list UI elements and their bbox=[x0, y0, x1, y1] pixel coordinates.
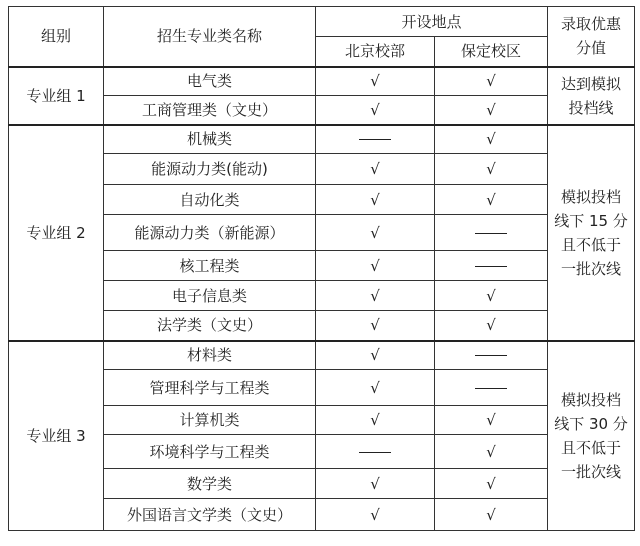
check-mark: √ bbox=[370, 190, 380, 209]
check-mark: √ bbox=[486, 286, 496, 305]
check-mark: √ bbox=[370, 100, 380, 119]
baoding-cell bbox=[435, 185, 548, 215]
admission-table bbox=[8, 6, 635, 531]
baoding-cell bbox=[435, 154, 548, 185]
group-name: 专业组 1 bbox=[9, 67, 104, 125]
check-mark: √ bbox=[486, 130, 496, 149]
major-name: 电子信息类 bbox=[104, 281, 316, 311]
header-baoding: 保定校区 bbox=[435, 37, 548, 67]
major-name: 外国语言文学类（文史） bbox=[104, 499, 316, 531]
major-name: 自动化类 bbox=[104, 185, 316, 215]
header-score-line2: 分值 bbox=[575, 39, 606, 58]
table-row bbox=[9, 67, 635, 96]
beijing-cell bbox=[316, 215, 435, 251]
table-row bbox=[9, 341, 635, 370]
baoding-cell bbox=[435, 435, 548, 469]
header-score bbox=[548, 7, 635, 67]
beijing-cell bbox=[316, 125, 435, 154]
major-name: 数学类 bbox=[104, 469, 316, 499]
header-beijing: 北京校部 bbox=[316, 37, 435, 67]
beijing-cell bbox=[316, 341, 435, 370]
score-line: 线下 15 分 bbox=[554, 211, 628, 230]
check-mark: √ bbox=[486, 474, 496, 493]
baoding-cell bbox=[435, 125, 548, 154]
major-name: 计算机类 bbox=[104, 406, 316, 435]
major-name: 管理科学与工程类 bbox=[104, 370, 316, 406]
beijing-cell bbox=[316, 311, 435, 341]
major-name: 能源动力类（新能源） bbox=[104, 215, 316, 251]
baoding-cell bbox=[435, 251, 548, 281]
baoding-cell bbox=[435, 96, 548, 125]
major-name: 能源动力类(能动) bbox=[104, 154, 316, 185]
not-offered-mark bbox=[359, 139, 391, 140]
beijing-cell bbox=[316, 499, 435, 531]
baoding-cell bbox=[435, 370, 548, 406]
check-mark: √ bbox=[486, 160, 496, 178]
check-mark: √ bbox=[370, 378, 380, 397]
major-name: 法学类（文史） bbox=[104, 311, 316, 341]
score-line: 投档线 bbox=[568, 98, 614, 117]
beijing-cell bbox=[316, 251, 435, 281]
score-line: 一批次线 bbox=[560, 259, 621, 278]
check-mark: √ bbox=[486, 100, 496, 119]
baoding-cell bbox=[435, 67, 548, 96]
beijing-cell bbox=[316, 67, 435, 96]
not-offered-mark bbox=[475, 355, 507, 356]
beijing-cell bbox=[316, 435, 435, 469]
group-name: 专业组 2 bbox=[9, 125, 104, 341]
baoding-cell bbox=[435, 341, 548, 370]
score-bonus bbox=[548, 67, 635, 125]
score-line: 达到模拟 bbox=[560, 74, 621, 93]
check-mark: √ bbox=[370, 286, 380, 305]
check-mark: √ bbox=[370, 223, 380, 242]
beijing-cell bbox=[316, 469, 435, 499]
score-line: 且不低于 bbox=[560, 438, 621, 457]
major-name: 机械类 bbox=[104, 125, 316, 154]
check-mark: √ bbox=[370, 346, 380, 365]
beijing-cell bbox=[316, 185, 435, 215]
check-mark: √ bbox=[486, 411, 496, 429]
header-group: 组别 bbox=[9, 7, 104, 67]
beijing-cell bbox=[316, 406, 435, 435]
major-name: 核工程类 bbox=[104, 251, 316, 281]
score-line: 模拟投档 bbox=[560, 187, 621, 206]
major-name: 环境科学与工程类 bbox=[104, 435, 316, 469]
not-offered-mark bbox=[475, 233, 507, 234]
beijing-cell bbox=[316, 96, 435, 125]
score-line: 一批次线 bbox=[560, 462, 621, 481]
check-mark: √ bbox=[370, 474, 380, 493]
check-mark: √ bbox=[370, 316, 380, 335]
check-mark: √ bbox=[370, 505, 380, 524]
baoding-cell bbox=[435, 215, 548, 251]
table-row bbox=[9, 125, 635, 154]
not-offered-mark bbox=[475, 266, 507, 267]
check-mark: √ bbox=[486, 72, 496, 91]
header-major-name: 招生专业类名称 bbox=[104, 7, 316, 67]
baoding-cell bbox=[435, 281, 548, 311]
score-line: 线下 30 分 bbox=[554, 414, 628, 433]
check-mark: √ bbox=[370, 411, 380, 429]
score-bonus bbox=[548, 341, 635, 531]
check-mark: √ bbox=[486, 442, 496, 461]
check-mark: √ bbox=[486, 316, 496, 335]
check-mark: √ bbox=[370, 160, 380, 178]
major-name: 电气类 bbox=[104, 67, 316, 96]
header-score-line1: 录取优惠 bbox=[560, 15, 621, 34]
score-line: 且不低于 bbox=[560, 235, 621, 254]
check-mark: √ bbox=[370, 72, 380, 91]
beijing-cell bbox=[316, 370, 435, 406]
score-bonus bbox=[548, 125, 635, 341]
check-mark: √ bbox=[486, 505, 496, 524]
check-mark: √ bbox=[370, 256, 380, 275]
baoding-cell bbox=[435, 499, 548, 531]
group-name: 专业组 3 bbox=[9, 341, 104, 531]
beijing-cell bbox=[316, 281, 435, 311]
baoding-cell bbox=[435, 311, 548, 341]
check-mark: √ bbox=[486, 190, 496, 209]
baoding-cell bbox=[435, 469, 548, 499]
not-offered-mark bbox=[475, 388, 507, 389]
beijing-cell bbox=[316, 154, 435, 185]
score-line: 模拟投档 bbox=[560, 390, 621, 409]
not-offered-mark bbox=[359, 452, 391, 453]
baoding-cell bbox=[435, 406, 548, 435]
major-name: 材料类 bbox=[104, 341, 316, 370]
major-name: 工商管理类（文史） bbox=[104, 96, 316, 125]
header-location: 开设地点 bbox=[316, 7, 548, 37]
